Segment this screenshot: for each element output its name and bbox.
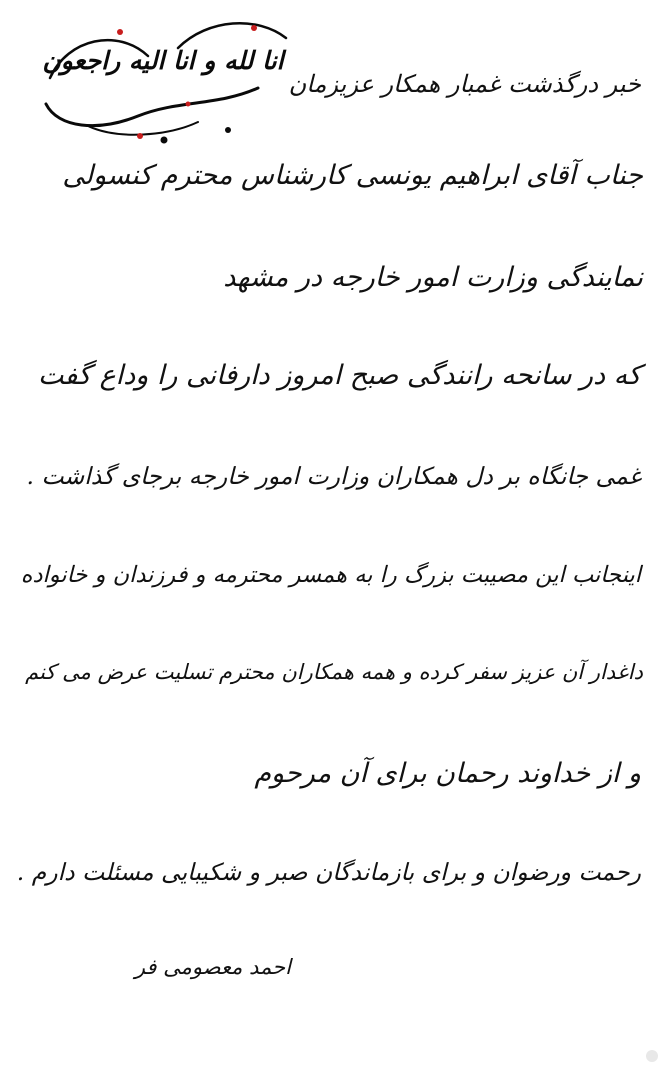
body-line-6: داغدار آن عزیز سفر کرده و همه همکاران محترم تسلیت عرض می کنم — [25, 660, 643, 684]
body-line-8: رحمت ورضوان و برای بازماندگان صبر و شکیبایی مسئلت دارم . — [16, 858, 641, 886]
logo-calligraphy-text: انا لله و انا الیه راجعون — [42, 46, 284, 75]
body-line-3: که در سانحه رانندگی صبح امروز دارفانی را وداع گفت — [37, 360, 641, 391]
body-line-7: و از خداوند رحمان برای آن مرحوم — [254, 758, 641, 789]
body-line-4: غمی جانگاه بر دل همکاران وزارت امور خارجه برجای گذاشت . — [26, 462, 641, 490]
body-line-2: نمایندگی وزارت امور خارجه در مشهد — [223, 262, 643, 293]
corner-dot-icon — [646, 1050, 658, 1062]
signature-name: احمد معصومی فر — [134, 955, 291, 979]
body-line-1: جناب آقای ابراهیم یونسی کارشناس محترم کنسولی — [62, 160, 643, 191]
announcement-title: خبر درگذشت غمبار همکار عزیزمان — [288, 70, 641, 98]
calligraphy-logo — [28, 8, 298, 148]
body-line-5: اینجانب این مصیبت بزرگ را به همسر محترمه و فرزندان و خانواده — [20, 562, 641, 588]
calligraphy-flourish-icon — [28, 8, 298, 148]
